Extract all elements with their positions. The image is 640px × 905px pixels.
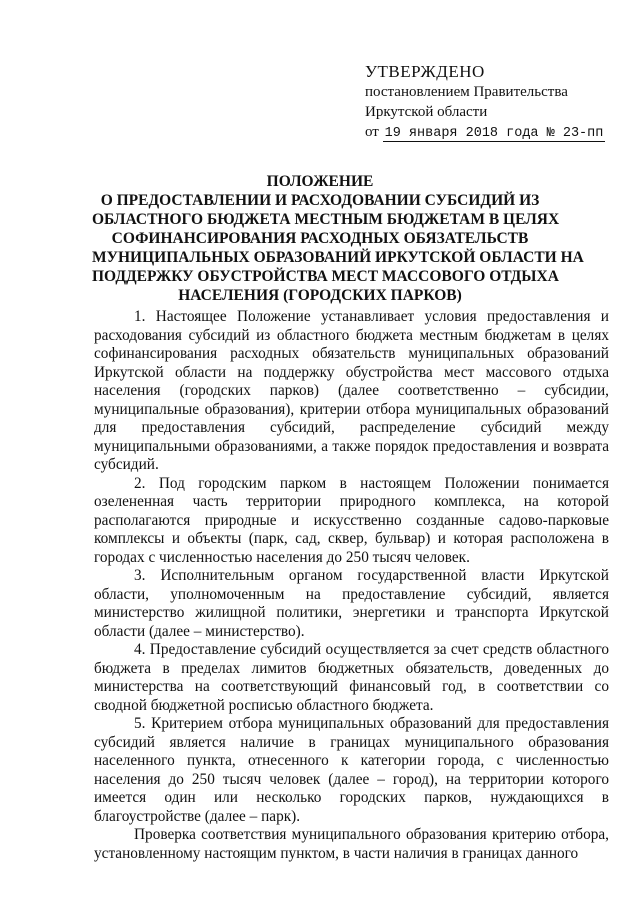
paragraph-4: 4. Предоставление субсидий осуществляется за счет средств областного бюджета в пределах лимитов бюджетных обязательств, доведенных до министерства на соответствующий финансовый год, в соответствии со сводной бюджетной росписью областного бюджета. <box>94 641 609 714</box>
approval-date-stamp: 19 января 2018 года № 23-пп <box>384 126 604 141</box>
approval-line-1: постановлением Правительства <box>365 84 568 100</box>
approval-date-prefix: от <box>365 124 379 140</box>
paragraph-3: 3. Исполнительным органом государственной власти Иркутской области, уполномоченным на предоставление субсидий, является министерство жилищной политики, энергетики и транспорта Иркутской области (далее – министерство). <box>94 567 609 640</box>
document-body <box>94 308 609 863</box>
document-title <box>92 172 584 305</box>
title-line: ОБЛАСТНОГО БЮДЖЕТА МЕСТНЫМ БЮДЖЕТАМ В ЦЕЛЯХ <box>92 211 560 228</box>
title-line: О ПРЕДОСТАВЛЕНИИ И РАСХОДОВАНИИ СУБСИДИЙ ИЗ <box>100 192 540 209</box>
approval-title: УТВЕРЖДЕНО <box>365 62 485 81</box>
paragraph-6: Проверка соответствия муниципального образования критерию отбора, установленному настоящим пунктом, в части наличия в границах данного <box>94 826 609 862</box>
approval-block <box>365 62 625 144</box>
approval-line-2: Иркутской области <box>365 104 488 120</box>
title-line: МУНИЦИПАЛЬНЫХ ОБРАЗОВАНИЙ ИРКУТСКОЙ ОБЛАСТИ НА <box>92 249 584 266</box>
title-line: ПОДДЕРЖКУ ОБУСТРОЙСТВА МЕСТ МАССОВОГО ОТДЫХА <box>92 268 559 285</box>
title-line: СОФИНАНСИРОВАНИЯ РАСХОДНЫХ ОБЯЗАТЕЛЬСТВ <box>111 230 529 247</box>
paragraph-1: 1. Настоящее Положение устанавливает условия предоставления и расходования субсидий из областного бюджета местным бюджетам в целях софинансирования расходных обязательств муниципальных образований Иркутской области на поддержку обустройства мест массового отдыха населения (городских парков) (далее соответственно – субсидии, муниципальные образования), критерии отбора муниципальных образований для предоставления субсидий, распределение субсидий между муниципальными образованиями, а также порядок предоставления и возврата субсидий. <box>94 308 609 473</box>
title-line: ПОЛОЖЕНИЕ <box>266 173 374 190</box>
paragraph-2: 2. Под городским парком в настоящем Положении понимается озелененная часть территории природного комплекса, на которой располагаются природные и искусственно созданные садово-парковые комплексы и объекты (парк, сад, сквер, бульвар) и которая расположена в городах с численностью населения до 250 тысяч человек. <box>94 474 609 566</box>
paragraph-5: 5. Критерием отбора муниципальных образований для предоставления субсидий является наличие в границах муниципального образования населенного пункта, отнесенного к категории города, с численностью населения до 250 тысяч человек (далее – город), на территории которого имеется один или несколько городских парков, нуждающихся в благоустройстве (далее – парк). <box>94 715 609 825</box>
title-line: НАСЕЛЕНИЯ (ГОРОДСКИХ ПАРКОВ) <box>178 287 462 304</box>
approval-date-line <box>365 122 625 144</box>
